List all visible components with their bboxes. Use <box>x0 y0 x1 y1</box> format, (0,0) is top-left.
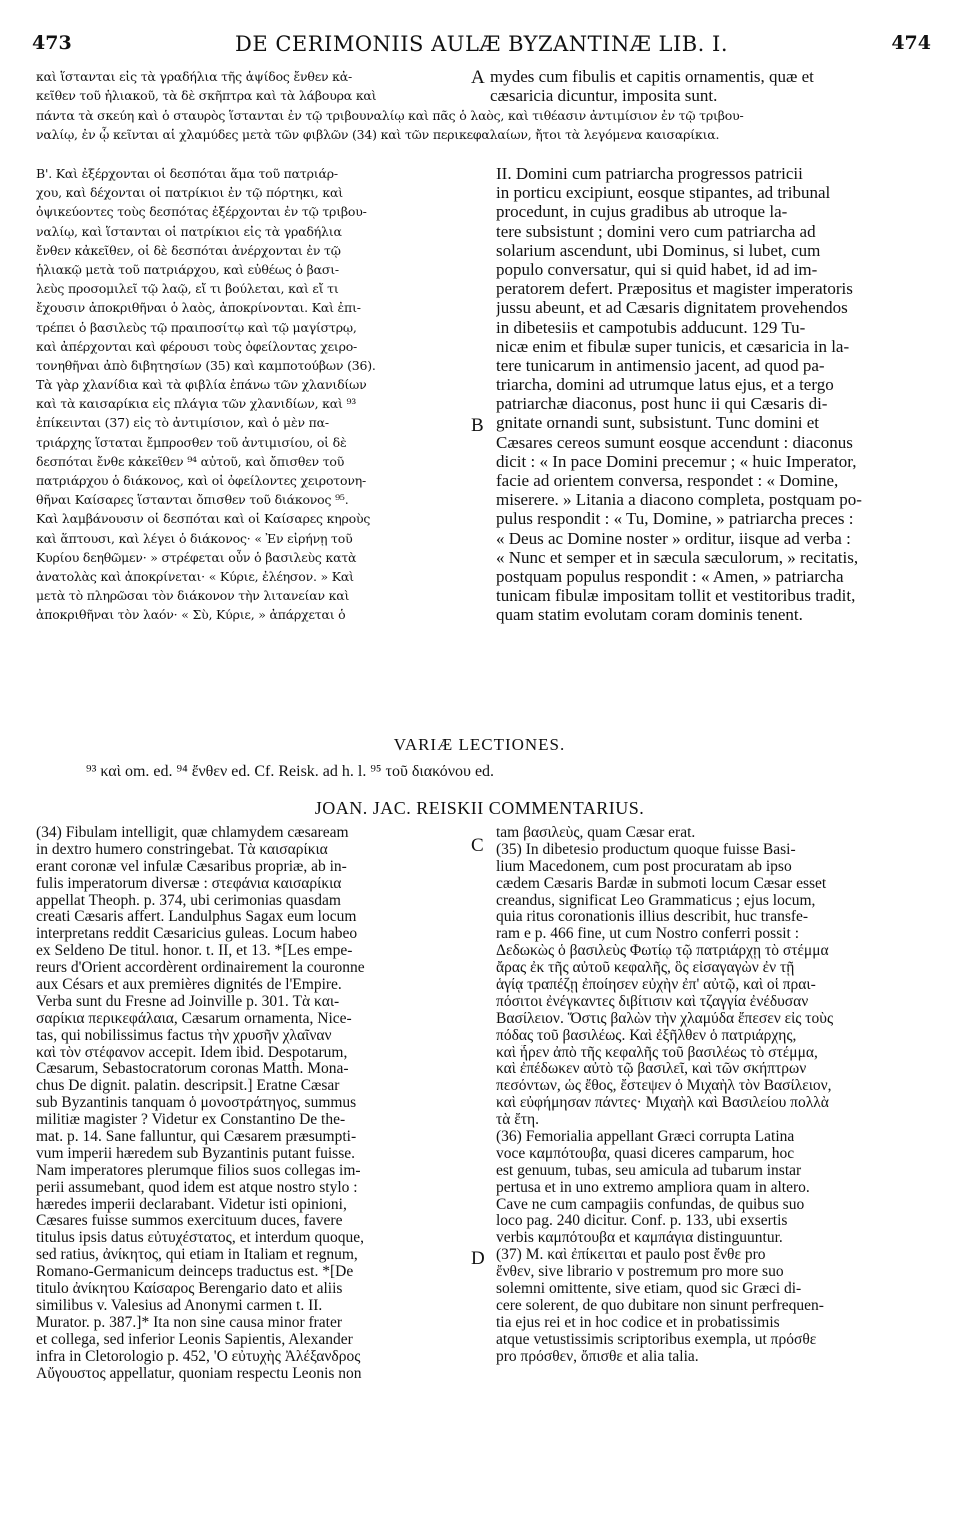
text-line <box>36 1095 466 1112</box>
text-line <box>36 1349 466 1366</box>
greek-text-wide <box>36 106 922 144</box>
text-line <box>496 1197 922 1214</box>
text-line <box>36 548 468 567</box>
text-line-content: patriarchæ diaconus, post hunc ii qui Cæsaris di- <box>496 394 828 414</box>
text-line <box>36 125 922 144</box>
text-line <box>496 298 922 317</box>
text-line-content: reurs d'Orient accordèrent ordinairement la couronne <box>36 960 365 977</box>
text-line <box>36 586 468 605</box>
text-line <box>496 1281 922 1298</box>
text-line <box>36 1332 466 1349</box>
text-line-content: ναλίῳ, ἐν ᾧ κεῖνται αἱ χλαμύδες μετὰ τῶν φιβλῶν (34) καὶ τῶν περικεφαλαίων, ἤτοι τὰ λεγόμενα καισαρίκια. <box>36 127 720 143</box>
text-line <box>496 356 922 375</box>
text-line-content: jussu abeunt, et ad Cæsaris dignitatem provehendos <box>496 298 848 318</box>
text-line-content: ἔχουσιν ἀποκριθῆναι ὁ λαὸς, ἀποκρίνονται. Καὶ ἐπι- <box>36 300 361 316</box>
text-line <box>496 586 922 605</box>
commentary-right-column <box>496 825 922 1366</box>
variae-lectiones-heading: VARIÆ LECTIONES. <box>393 735 566 754</box>
text-line-content: solemni omittente, sive etiam, quod sic Græci di- <box>496 1281 802 1298</box>
text-line <box>496 433 922 452</box>
text-line <box>36 67 468 86</box>
text-line-content: Cave ne cum campagiis confundas, de quibus suo <box>496 1196 805 1213</box>
text-line <box>496 471 922 490</box>
text-line-content: λεὺς προσομιλεῖ τῷ λαῷ, εἴ τι βούλεται, καὶ εἴ τι <box>36 281 339 297</box>
text-line-content: καὶ ἐπέδωκεν αὐτὸ τῷ βασιλεῖ, καὶ τῶν σκήπτρων <box>496 1061 807 1078</box>
text-line <box>496 842 922 859</box>
text-line-content: tunicam fibulæ impositam tollit et vestitoribus tradit, <box>496 586 856 606</box>
text-line-content: hæredes imperii declarabant. Videtur isti opinioni, <box>36 1196 347 1213</box>
text-line <box>496 1095 922 1112</box>
text-line <box>36 452 468 471</box>
text-line <box>496 1264 922 1281</box>
text-line-content: vum imperii hæredem sub Byzantinis putant fuisse. <box>36 1145 355 1162</box>
text-line-content: similibus v. Valesius ad Anonymi carmen t. II. <box>36 1297 323 1314</box>
text-line <box>496 1011 922 1028</box>
text-line-content: Cæsarum, Sebastocratorum coronas Matth. Mona- <box>36 1061 349 1078</box>
text-line-content: postquam populus respondit : « Amen, » patriarcha <box>496 566 844 586</box>
text-line-content: « Nunc et semper et in sæcula sæculorum, » recitatis, <box>496 547 859 567</box>
text-line <box>36 926 466 943</box>
text-line-content: tia ejus rei et in hoc codice et in probatissimis <box>496 1314 780 1331</box>
text-line-content: πατριάρχου ὁ διάκονος, καὶ οἱ ὀφείλοντες χειροτονη- <box>36 473 367 488</box>
text-line-content: Cæsares fuisse summos exercituum duces, favere <box>36 1213 343 1230</box>
text-line <box>496 943 922 960</box>
text-line-content: καὶ εὐφήμησαν πάντες· Μιχαὴλ καὶ Βασιλείου πολλὰ <box>496 1095 829 1112</box>
text-line-content: (34) Fibulam intelligit, quæ chlamydem cæsaream <box>36 825 349 841</box>
text-line-content: τριάρχης ἵσταται ἔμπροσθεν τοῦ ἀντιμισίου, οἱ δὲ <box>36 434 347 450</box>
text-line-content: Murator. p. 387.]* Ita non sine causa minor frater <box>36 1314 343 1331</box>
text-line <box>36 413 468 432</box>
text-line-content: II. Domini cum patriarcha progressos patricii <box>496 164 803 183</box>
text-line <box>496 1298 922 1315</box>
text-line <box>496 1045 922 1062</box>
text-line <box>496 279 922 298</box>
text-line-content: δεσπόται ἔνθε κἀκεῖθεν ⁹⁴ αὐτοῦ, καὶ ὄπισθεν τοῦ <box>36 453 345 469</box>
text-line <box>496 222 922 241</box>
text-line <box>496 1112 922 1129</box>
text-line <box>36 86 468 105</box>
text-line-content: (37) M. καὶ ἐπίκειται et paulo post ἔνθε pro <box>496 1247 766 1264</box>
text-line <box>36 337 468 356</box>
text-line <box>36 1078 466 1095</box>
text-line-content: mydes cum fibulis et capitis ornamentis, quæ et <box>490 67 814 86</box>
text-line <box>36 893 466 910</box>
text-line <box>496 241 922 260</box>
text-line-content: cere solerent, de quo dubitare non sinunt perfrequen- <box>496 1297 824 1314</box>
text-line-content: peratorem defert. Præpositus et magister imperatoris <box>496 279 853 299</box>
text-line-content: pulus respondit : « Tu, Domine, » patriarcha preces : <box>496 509 854 529</box>
text-line <box>496 825 922 842</box>
text-line-content: fulis imperatorum diversæ : στεφάνια καισαρίκια <box>36 875 342 892</box>
text-line-content: τὰ ἔτη. <box>496 1112 539 1129</box>
text-line <box>36 842 466 859</box>
text-line-content: Β'. Καὶ ἐξέρχονται οἱ δεσπόται ἅμα τοῦ πατριάρ- <box>36 166 338 181</box>
text-line <box>496 994 922 1011</box>
page-number-right: 474 <box>891 32 931 54</box>
text-line <box>36 183 468 202</box>
running-title: DE CERIMONIIS AULÆ BYZANTINÆ LIB. I. <box>234 32 729 56</box>
text-line <box>36 529 468 548</box>
text-line <box>36 1281 466 1298</box>
text-line <box>36 471 468 490</box>
text-line-content: ἁγίᾳ τραπέζῃ ἐποίησεν εὐχὴν ἐπ' αὐτῷ, καὶ οἱ πραι- <box>496 977 816 994</box>
text-line-content: πόδας τοῦ βασιλέως. Καὶ ἐξῆλθεν ὁ πατριάρχης, <box>496 1027 797 1044</box>
text-line <box>496 394 922 413</box>
text-line <box>496 1230 922 1247</box>
text-line-content: chus De dignit. palatin. descripsit.] Eratne Cæsar <box>36 1078 340 1095</box>
text-line <box>36 1112 466 1129</box>
text-line-content: procedunt, in cujus gradibus ab utroque la- <box>496 202 788 222</box>
text-line <box>496 1061 922 1078</box>
text-line-content: καὶ ἅπτουσι, καὶ λέγει ὁ διάκονος· « Ἐν εἰρήνῃ τοῦ <box>36 530 353 546</box>
text-line <box>36 394 468 413</box>
text-line <box>496 548 922 567</box>
text-line <box>36 1045 466 1062</box>
text-line-content: gnitate ornandi sunt, subsistunt. Tunc domini et <box>496 413 820 433</box>
text-line-content: facie ad orientem conversa, respondet : « Domine, <box>496 471 839 490</box>
text-line <box>496 1332 922 1349</box>
text-line-content: appellat Theoph. p. 374, ubi cerimonias quasdam <box>36 892 341 909</box>
text-line-content: πόσιτοι ἐνέγκαντες διβίτισιν καὶ τζαγγία ἐνέδυσαν <box>496 993 809 1010</box>
text-line <box>36 977 466 994</box>
text-line <box>496 567 922 586</box>
text-line <box>36 222 468 241</box>
text-line <box>36 1247 466 1264</box>
text-line-content: creati Cæsaris affert. Landulphus Sagax eum locum <box>36 909 357 926</box>
text-line-content: Cæsares cereos sumunt eosque accendunt : diaconus <box>496 432 853 452</box>
text-line <box>36 1146 466 1163</box>
text-line-content: Nam imperatores plerumque filios suos collegas im- <box>36 1162 361 1179</box>
text-line <box>36 909 466 926</box>
text-line <box>496 509 922 528</box>
text-line-content: « Deus ac Domine noster » orditur, iisque ad verba : <box>496 528 851 548</box>
text-line <box>490 86 922 105</box>
text-line-content: Αὔγουστος appellatur, quoniam respectu Leonis non <box>36 1365 362 1382</box>
text-line-content: θῆναι Καίσαρες ἵστανται ὄπισθεν τοῦ διάκονος ⁹⁵. <box>36 492 349 508</box>
text-line <box>36 1028 466 1045</box>
text-line-content: καὶ ἀπέρχονται καὶ φέρουσι τοὺς ὀφείλοντας χειρο- <box>36 338 358 354</box>
text-line <box>36 825 466 842</box>
margin-letter-c: C <box>471 835 484 856</box>
text-line-content: aux Césars et aux premières dignités de l'Empire. <box>36 977 342 994</box>
text-line <box>36 106 922 125</box>
text-line-content: πεσόντων, ὡς ἔθος, ἔστεψεν ὁ Μιχαὴλ τὸν Βασίλειον, <box>496 1078 832 1095</box>
text-line-content: (36) Femorialia appellant Græci corrupta Latina <box>496 1129 795 1146</box>
text-line <box>496 318 922 337</box>
text-line-content: militiæ magister ? Videtur ex Constantino De the- <box>36 1112 346 1129</box>
text-line-content: Δεδωκὼς ὁ βασιλεὺς Φωτίῳ τῷ πατριάρχῃ τὸ στέμμα <box>496 943 829 960</box>
text-line-content: Τὰ γὰρ χλανίδια καὶ τὰ φιβλία ἐπάνω τῶν χλανιδίων <box>36 377 367 393</box>
text-line-content: quam statim evolutam coram dominis tenent. <box>496 605 803 625</box>
text-line <box>36 433 468 452</box>
text-line-content: titulo ἀνίκητου Καίσαρος Berengario dato et aliis <box>36 1281 343 1298</box>
text-line-content: καὶ τὰ καισαρίκια εἰς πλάγια τῶν χλανιδίων, καὶ ⁹³ <box>36 396 357 412</box>
variae-lectiones-text: ⁹³ καὶ om. ed. ⁹⁴ ἔνθεν ed. Cf. Reisk. ad h. l. ⁹⁵ τοῦ διακόνου ed. <box>86 763 495 780</box>
text-line-content: καὶ ἦρεν ἀπὸ τῆς κεφαλῆς τοῦ βασιλέως τὸ στέμμα, <box>496 1044 818 1061</box>
text-line <box>496 1078 922 1095</box>
commentary-heading: JOAN. JAC. REISKII COMMENTARIUS. <box>314 798 645 818</box>
text-line <box>36 1315 466 1332</box>
text-line-content: (35) In dibetesio productum quoque fuisse Basi- <box>496 841 796 858</box>
text-line <box>36 356 468 375</box>
text-line <box>36 260 468 279</box>
text-line <box>496 1180 922 1197</box>
text-line <box>496 1028 922 1045</box>
text-line <box>36 490 468 509</box>
text-line <box>496 375 922 394</box>
text-line-content: μετὰ τὸ πληρῶσαι τὸν διάκονον τὴν λιτανείαν καὶ <box>36 588 350 604</box>
text-line <box>496 490 922 509</box>
text-line <box>36 164 468 183</box>
text-line <box>36 375 468 394</box>
text-line-content: perii assumebant, quod idem est atque nostro stylo : <box>36 1179 358 1196</box>
text-line-content: Verba sunt du Fresne ad Joinville p. 301. Τὰ και- <box>36 993 340 1010</box>
text-line <box>36 1180 466 1197</box>
text-line <box>36 1197 466 1214</box>
text-line-content: ἐπίκεινται (37) εἰς τὸ ἀντιμίσιον, καὶ ὁ μὲν πα- <box>36 415 329 431</box>
text-line-content: Romano-Germanicum deinceps traductus est. *[De <box>36 1264 354 1281</box>
text-line-content: creandus, significat Leo Grammaticus ; ejus locum, <box>496 892 816 909</box>
text-line-content: tere subsistunt ; domini vero cum patriarcha ad <box>496 221 816 241</box>
text-line-content: πάντα τὰ σκεύη καὶ ὁ σταυρὸς ἵστανται ἐν τῷ τριβουναλίῳ καὶ πᾶς ὁ λαὸς, καὶ τιθέασιν ἀντιμίσιον ἐν τῷ τριβου- <box>36 108 744 123</box>
commentary-left-column <box>36 825 466 1382</box>
text-line <box>36 1366 466 1383</box>
text-line-content: τρέπει ὁ βασιλεὺς τῷ πραιποσίτῳ καὶ τῷ μαγίστρῳ, <box>36 319 357 335</box>
text-line <box>496 1247 922 1264</box>
text-line-content: τονηθῆναι ἀπὸ διβητησίων (35) καὶ καμποτούβων (36). <box>36 357 376 373</box>
text-line-content: loco pag. 240 dicitur. Conf. p. 133, ubi exsertis <box>496 1213 788 1230</box>
text-line-content: καὶ ἵστανται εἰς τὰ γραδήλια τῆς ἁψίδος ἔνθεν κἀ- <box>36 69 353 84</box>
margin-letter-d: D <box>471 1248 485 1269</box>
text-line <box>36 876 466 893</box>
text-line-content: tere tunicarum in antimensio jacent, ad quod pa- <box>496 355 825 375</box>
text-line <box>36 1163 466 1180</box>
text-line-content: nicæ enim et fibulæ super tunicis, et cæsaricia in la- <box>496 336 850 356</box>
text-line-content: pertusa et in uno extremo ampliora quam in altero. <box>496 1179 810 1196</box>
text-line <box>36 1230 466 1247</box>
text-line-content: solarium ascendunt, ubi Dominus, si lubet, cum <box>496 240 821 260</box>
text-line-content: erant coronæ vel infulæ Cæsaribus propriæ, ab in- <box>36 858 347 875</box>
text-line-content: ἀνατολὰς καὶ ἀποκρίνεται· « Κύριε, ἐλέησον. » Καὶ <box>36 568 354 584</box>
text-line <box>36 1061 466 1078</box>
text-line-content: Κυρίου δεηθῶμεν· » στρέφεται οὖν ὁ βασιλεὺς κατὰ <box>36 549 357 565</box>
text-line <box>496 977 922 994</box>
text-line <box>36 1264 466 1281</box>
text-line <box>496 893 922 910</box>
text-line-content: pro πρόσθεν, ὄπισθε et alia talia. <box>496 1348 699 1365</box>
text-line-content: καὶ τὸν στέφανον accepit. Idem ibid. Despotarum, <box>36 1044 348 1061</box>
text-line <box>496 1315 922 1332</box>
text-line-content: ὀψικεύοντες τοὺς δεσπότας ἐξέρχονται ἐν τῷ τριβου- <box>36 204 367 220</box>
text-line <box>496 413 922 432</box>
text-line-content: populo conversatur, qui si quid habet, id ad im- <box>496 259 818 279</box>
text-line-content: lium Macedonem, cum post procuratam ab ipso <box>496 858 792 875</box>
text-line-content: in dibetesiis et campotubis adducunt. 129 Tu- <box>496 317 806 337</box>
text-line <box>496 876 922 893</box>
text-line <box>496 164 922 183</box>
text-line-content: ram e p. 466 fine, ut cum Nostro conferri possit : <box>496 926 800 943</box>
text-line-content: atque vetustissimis scriptoribus exempla, ut πρόσθε <box>496 1331 817 1348</box>
text-line <box>496 909 922 926</box>
text-line-content: ἡλιακῷ μετὰ τοῦ πατριάρχου, καὶ εὐθέως ὁ βασι- <box>36 261 339 277</box>
text-line <box>36 960 466 977</box>
text-line <box>36 202 468 221</box>
text-line <box>36 859 466 876</box>
text-line-content: tam βασιλεὺς, quam Cæsar erat. <box>496 825 696 841</box>
text-line <box>36 279 468 298</box>
text-line-content: cædem Cæsaris Bardæ in submoti locum Cæsar esset <box>496 875 827 892</box>
greek-text-top <box>36 67 468 105</box>
text-line <box>36 994 466 1011</box>
text-line <box>496 960 922 977</box>
text-line <box>36 509 468 528</box>
text-line <box>496 1163 922 1180</box>
text-line-content: miserere. » Litania a diacono completa, postquam po- <box>496 490 862 510</box>
text-line <box>36 1298 466 1315</box>
text-line-content: interpretans reddit Cæsaricius guleas. Locum habeo <box>36 926 358 943</box>
text-line-content: voce καμπότουβα, quasi diceres camparum, hoc <box>496 1145 795 1162</box>
text-line-content: ναλίῳ, καὶ ἵστανται οἱ πατρίκιοι εἰς τὰ γραδήλια <box>36 223 342 239</box>
text-line <box>36 1213 466 1230</box>
text-line-content: ἔνθεν κἀκεῖθεν, οἱ δὲ δεσπόται ἀνέρχονται ἐν τῷ <box>36 242 341 258</box>
text-line <box>36 605 468 624</box>
text-line-content: tas, qui nobilissimus factus τὴν χρυσῆν χλαῖναν <box>36 1027 332 1044</box>
latin-text-main <box>496 164 922 625</box>
text-line-content: χου, καὶ δέχονται οἱ πατρίκιοι ἐν τῷ πόρτηκι, καὶ <box>36 185 343 201</box>
text-line-content: dicit : « In pace Domini precemur ; « huic Imperator, <box>496 451 857 471</box>
text-line <box>496 337 922 356</box>
text-line-content: cæsaricia dicuntur, imposita sunt. <box>490 86 718 106</box>
greek-text-main <box>36 164 468 625</box>
text-line-content: σαρίκια περικεφάλαια, Cæsarum ornamenta, Nice- <box>36 1010 352 1027</box>
text-line-content: κεῖθεν τοῦ ἡλιακοῦ, τὰ δὲ σκῆπτρα καὶ τὰ λάβουρα καὶ <box>36 88 377 104</box>
text-line-content: ἄρας ἐκ τῆς αὐτοῦ κεφαλῆς, ὃς εἰσαγαγὼν ἐν τῇ <box>496 960 795 977</box>
latin-text-top <box>490 67 922 105</box>
text-line-content: ἔνθεν, sive librario v postremum pro more suo <box>496 1264 784 1281</box>
text-line <box>496 260 922 279</box>
text-line-content: ex Seldeno De titul. honor. t. II, et 13. *[Les empe- <box>36 943 353 960</box>
text-line-content: sed ratius, ἀνίκητος, qui etiam in Italiam et regnum, <box>36 1247 358 1264</box>
text-line <box>496 859 922 876</box>
text-line-content: sub Byzantinis tanquam ὁ μονοστράτηγος, summus <box>36 1095 357 1112</box>
text-line-content: in dextro humero constringebat. Τὰ καισαρίκια <box>36 841 328 858</box>
text-line-content: quia ritus coronationis illius describit, huc transfe- <box>496 909 809 926</box>
text-line <box>36 241 468 260</box>
text-line-content: infra in Cletorologio p. 452, 'Ο εὐτυχὴς Ἀλέξανδρος <box>36 1348 361 1365</box>
text-line <box>496 452 922 471</box>
margin-letter-b: B <box>471 415 484 436</box>
text-line <box>496 1146 922 1163</box>
text-line <box>36 298 468 317</box>
text-line <box>36 1129 466 1146</box>
text-line <box>36 318 468 337</box>
text-line <box>496 1213 922 1230</box>
text-line <box>496 202 922 221</box>
text-line <box>496 529 922 548</box>
text-line-content: Καὶ λαμβάνουσιν οἱ δεσπόται καὶ οἱ Καίσαρες κηροὺς <box>36 511 371 527</box>
text-line <box>496 605 922 624</box>
text-line-content: est genuum, tubas, seu amicula ad tubarum instar <box>496 1162 802 1179</box>
text-line-content: verbis καμπότουβα et καμπάγια distinguuntur. <box>496 1230 783 1247</box>
margin-letter-a: A <box>471 67 485 88</box>
text-line-content: triarcha, domini ad utrumque latus ejus, et a tergo <box>496 375 834 395</box>
text-line-content: in porticu excipiunt, eosque stipantes, ad tribunal <box>496 183 831 203</box>
text-line <box>496 183 922 202</box>
text-line-content: mat. p. 14. Sane falluntur, qui Cæsarem præsumpti- <box>36 1129 357 1146</box>
page-number-left: 473 <box>32 32 72 54</box>
text-line <box>490 67 922 86</box>
text-line-content: titulus ipsis datus εὐτυχέστατος, et interdum quoque, <box>36 1230 364 1247</box>
text-line <box>496 1129 922 1146</box>
text-line <box>36 943 466 960</box>
running-header <box>32 32 931 56</box>
text-line-content: Βασίλειον. Ὅστις βαλὼν τὴν χλαμύδα ἔπεσεν εἰς τοὺς <box>496 1010 834 1027</box>
text-line <box>496 1349 922 1366</box>
text-line <box>36 1011 466 1028</box>
text-line <box>496 926 922 943</box>
text-line-content: et collega, sed inferior Leonis Sapientis, Alexander <box>36 1331 353 1348</box>
text-line-content: ἀποκριθῆναι τὸν λαόν· « Σὺ, Κύριε, » ἀπάρχεται ὁ <box>36 607 346 623</box>
text-line <box>36 567 468 586</box>
